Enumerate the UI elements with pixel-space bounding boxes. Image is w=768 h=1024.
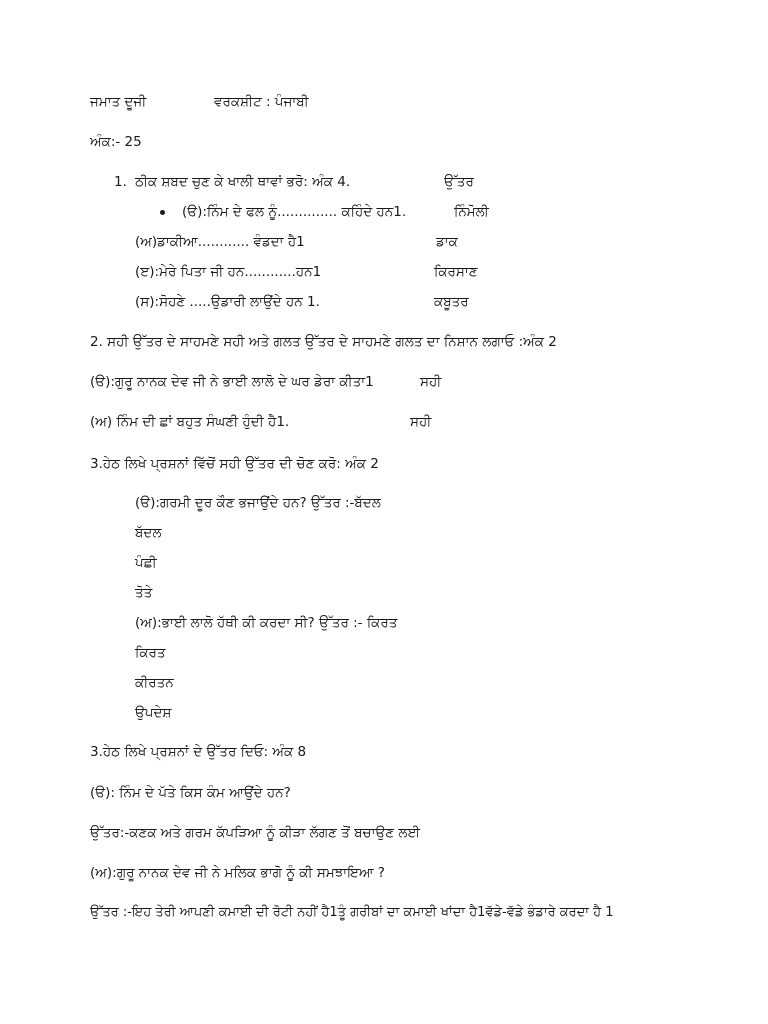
q3-option: ਬੱਦਲ xyxy=(135,525,162,541)
q2-item-answer: ਸਹੀ xyxy=(420,374,442,390)
q3-question: (ੳ):ਗਰਮੀ ਦੂਰ ਕੌਣ ਭਜਾਉਂਦੇ ਹਨ? ਉੱਤਰ :-ਬੱਦਲ xyxy=(135,495,381,511)
class-label: ਜਮਾਤ ਦੂਜੀ xyxy=(90,94,147,110)
q1-item-answer: ਡਾਕ xyxy=(436,234,458,250)
q3-question: (ਅ):ਭਾਈ ਲਾਲੋ ਹੱਥੀ ਕੀ ਕਰਦਾ ਸੀ? ਉੱਤਰ :- ਕਿਰਤ xyxy=(135,615,398,631)
q2-title: 2. ਸਹੀ ਉੱਤਰ ਦੇ ਸਾਹਮਣੇ ਸਹੀ ਅਤੇ ਗਲਤ ਉੱਤਰ ਦੇ ਸਾਹਮਣੇ ਗਲਤ ਦਾ ਨਿਸ਼ਾਨ ਲਗਾਓ :ਅੰਕ 2 xyxy=(90,334,557,350)
q2-item-text: (ਅ) ਨਿੰਮ ਦੀ ਛਾਂ ਬਹੁਤ ਸੰਘਣੀ ਹੁੰਦੀ ਹੈ1. xyxy=(90,414,290,430)
q2-item-answer: ਸਹੀ xyxy=(410,414,432,430)
bullet-icon xyxy=(160,210,165,215)
q1-item-text: (ੳ):ਨਿੰਮ ਦੇ ਫਲ ਨੂੰ.............. ਕਹਿੰਦੇ ਹਨ1. xyxy=(182,204,407,220)
q1-item-text: (ਅ)ਡਾਕੀਆ............ ਵੰਡਦਾ ਹੈ1 xyxy=(135,234,305,250)
q4-title: 3.ਹੇਠ ਲਿਖੇ ਪ੍ਰਸ਼ਨਾਂ ਦੇ ਉੱਤਰ ਦਿਓ: ਅੰਕ 8 xyxy=(90,744,307,760)
q3-option: ਕੀਰਤਨ xyxy=(135,675,174,691)
q4-answer: ਉੱਤਰ:-ਕਣਕ ਅਤੇ ਗਰਮ ਕੱਪੜਿਆ ਨੂੰ ਕੀੜਾ ਲੱਗਣ ਤੋਂ ਬਚਾਉਣ ਲਈ xyxy=(90,825,420,841)
q1-item-text: (ੲ):ਮੇਰੇ ਪਿਤਾ ਜੀ ਹਨ............ਹਨ1 xyxy=(135,264,322,280)
q1-item-answer: ਕਬੂਤਰ xyxy=(434,294,469,310)
q1-title: ਠੀਕ ਸ਼ਬਦ ਚੁਣ ਕੇ ਖਾਲੀ ਥਾਵਾਂ ਭਰੋ: ਅੰਕ 4. xyxy=(135,174,351,190)
total-marks: ਅੰਕ:- 25 xyxy=(90,134,142,150)
q3-option: ਤੋਤੇ xyxy=(135,585,153,601)
q3-option: ਪੰਛੀ xyxy=(135,555,157,571)
q3-title: 3.ਹੇਠ ਲਿਖੇ ਪ੍ਰਸ਼ਨਾਂ ਵਿੱਚੋਂ ਸਹੀ ਉੱਤਰ ਦੀ ਚੋਣ ਕਰੋ: ਅੰਕ 2 xyxy=(90,456,379,472)
q3-option: ਕਿਰਤ xyxy=(135,645,166,661)
q1-number: 1. xyxy=(114,174,127,190)
q1-answer-heading: ਉੱਤਰ xyxy=(444,174,474,190)
q4-question: (ੳ): ਨਿੰਮ ਦੇ ਪੱਤੇ ਕਿਸ ਕੰਮ ਆਉਂਦੇ ਹਨ? xyxy=(90,785,291,801)
q1-item-answer: ਕਿਰਸਾਣ xyxy=(434,264,478,280)
q3-option: ਉਪਦੇਸ਼ xyxy=(135,705,172,721)
q4-question: (ਅ):ਗੁਰੂ ਨਾਨਕ ਦੇਵ ਜੀ ਨੇ ਮਲਿਕ ਭਾਗੋ ਨੂੰ ਕੀ ਸਮਝਾਇਆ ? xyxy=(90,865,385,881)
q1-item-answer: ਨਿੰਮੋਲੀ xyxy=(454,204,489,220)
q1-item-text: (ਸ):ਸੋਹਣੇ .....ਉਡਾਰੀ ਲਾਉਂਦੇ ਹਨ 1. xyxy=(135,294,320,310)
q2-item-text: (ੳ):ਗੁਰੂ ਨਾਨਕ ਦੇਵ ਜੀ ਨੇ ਭਾਈ ਲਾਲੋ ਦੇ ਘਰ ਡੇਰਾ ਕੀਤਾ1 xyxy=(90,374,374,390)
q4-answer: ਉੱਤਰ :-ਇਹ ਤੇਰੀ ਆਪਣੀ ਕਮਾਈ ਦੀ ਰੋਟੀ ਨਹੀਂ ਹੈ1ਤੂੰ ਗਰੀਬਾਂ ਦਾ ਕਮਾਈ ਖਾਂਦਾ ਹੈ1ਵੱਡੇ-ਵੱਡੇ ਭੰਡਾਰੇ ਕਰਦਾ ਹੈ 1 xyxy=(90,905,614,920)
worksheet-title: ਵਰਕਸ਼ੀਟ : ਪੰਜਾਬੀ xyxy=(214,94,309,110)
